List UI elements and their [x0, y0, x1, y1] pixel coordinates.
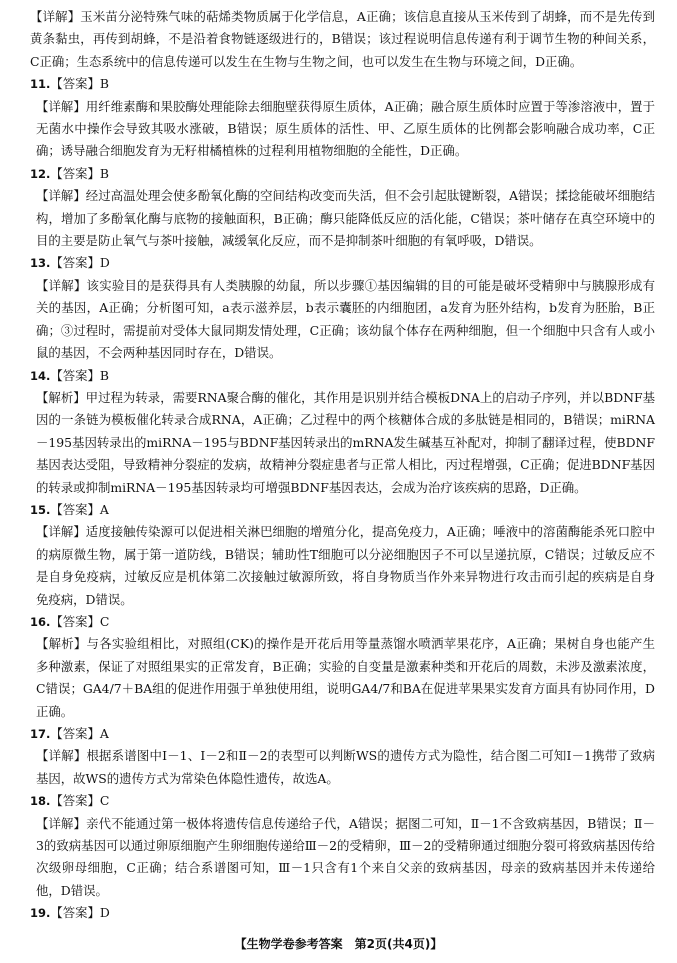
answer-label: 【答案】B: [50, 76, 110, 92]
item-13-answer-line: [30, 252, 655, 274]
item-17-explanation: 【详解】根据系谱图中Ⅰ－1、Ⅰ－2和Ⅱ－2的表型可以判断WS的遗传方式为隐性，结合图二可知Ⅰ－1携带了致病基因，故WS的遗传方式为常染色体隐性遗传，故选A。: [36, 748, 655, 786]
item-17-answer-line: [30, 723, 655, 745]
item-15-answer-line: [30, 499, 655, 521]
item-18-answer-line: [30, 790, 655, 812]
question-number: 16.: [30, 614, 51, 629]
item-14-answer-line: [30, 365, 655, 387]
answer-label: 【答案】D: [50, 905, 110, 921]
question-number: 17.: [30, 727, 51, 741]
item-10-explanation: 【详解】玉米苗分泌特殊气味的萜烯类物质属于化学信息，A正确；该信息直接从玉米传到了胡蜂，而不是先传到黄条黏虫，再传到胡蜂，不是沿着食物链逐级进行的，B错误；该过程说明信息传递有利于调节生物的种间关系，C正确；生态系统中的信息传递可以发生在生物与生物之间，也可以发生在生物与环境之间，D正确。: [30, 9, 655, 69]
answer-label: 【答案】C: [50, 613, 110, 629]
question-number: 15.: [30, 502, 51, 517]
item-13-explanation: 【详解】该实验目的是获得具有人类胰腺的幼鼠，所以步骤①基因编辑的目的可能是破坏受精卵中与胰腺形成有关的基因，A正确；分析图可知，a表示滋养层，b表示囊胚的内细胞团，a发育为胚外结构，b发育为胚胎，B正确；③过程时，需提前对受体大鼠同期发情处理，C正确；该幼鼠个体存在两种细胞，但一个细胞中只含有人或小鼠的基因，不会两种基因同时存在，D错误。: [36, 277, 655, 361]
item-12-explanation: 【详解】经过高温处理会使多酚氧化酶的空间结构改变而失活，但不会引起肽键断裂，A错误；揉捻能破坏细胞结构，增加了多酚氧化酶与底物的接触面积，B正确；酶只能降低反应的活化能，C错误；茶叶储存在真空环境中的目的主要是防止氧气与茶叶接触，减缓氧化反应，而不是抑制茶叶细胞的有氧呼吸，D错误。: [36, 188, 655, 249]
item-12-answer-line: [30, 163, 655, 185]
item-18-explanation: 【详解】亲代不能通过第一极体将遗传信息传递给子代，A错误；据图二可知，Ⅱ－1不含致病基因，B错误；Ⅱ－3的致病基因可以通过卵原细胞产生卵细胞传递给Ⅲ－2的受精卵，Ⅲ－2的受精卵通过细胞分裂可将致病基因传给次级卵母细胞，C正确；结合系谱图可知，Ⅲ－1只含有1个来自父亲的致病基因，母亲的致病基因并未传递给他，D错误。: [36, 815, 655, 898]
item-11-explanation: 【详解】用纤维素酶和果胶酶处理能除去细胞壁获得原生质体，A正确；融合原生质体时应置于等渗溶液中，置于无菌水中操作会导致其吸水涨破，B错误；原生质体的活性、甲、乙原生质体的比例都会影响融合成功率，C正确；诱导融合细胞发育为无籽柑橘植株的过程利用植物细胞的全能性，D正确。: [36, 98, 655, 159]
answer-label: 【答案】D: [50, 255, 110, 271]
answer-label: 【答案】C: [50, 793, 110, 809]
page-footer: 【生物学卷参考答案 第2页(共4页)】: [234, 937, 443, 951]
answer-label: 【答案】A: [50, 726, 109, 741]
question-number: 14.: [30, 368, 51, 383]
question-number: 18.: [30, 794, 51, 809]
answer-label: 【答案】B: [50, 367, 110, 383]
answer-key-page: [30, 6, 655, 925]
item-15-explanation: 【详解】适度接触传染源可以促进相关淋巴细胞的增殖分化，提高免疫力，A正确；唾液中的溶菌酶能杀死口腔中的病原微生物，属于第一道防线，B错误；辅助性T细胞可以分泌细胞因子不可以呈递抗原，C错误；过敏反应不是自身免疫病，过敏反应是机体第二次接触过敏源所致，将自身物质当作外来异物进行攻击而引起的疾病是自身免疫病，D错误。: [36, 524, 655, 607]
question-number: 12.: [30, 166, 51, 181]
item-11-answer-line: [30, 73, 655, 95]
item-16-answer-line: [30, 611, 655, 633]
question-number: 13.: [30, 256, 51, 271]
question-number: 11.: [30, 77, 51, 92]
answer-label: 【答案】A: [50, 501, 109, 517]
item-16-explanation: 【解析】与各实验组相比，对照组(CK)的操作是开花后用等量蒸馏水喷洒苹果花序，A正确；果树自身也能产生多种激素，保证了对照组果实的正常发育，B正确；实验的自变量是激素种类和开花后的周数，未涉及激素浓度，C错误；GA4/7＋BA组的促进作用强于单独使用组，说明GA4/7和BA在促进苹果果实发育方面具有协同作用，D正确。: [36, 636, 655, 719]
item-19-answer-line: [30, 902, 655, 924]
answer-label: 【答案】B: [50, 165, 110, 181]
question-number: 19.: [30, 906, 51, 921]
item-14-explanation: 【解析】甲过程为转录，需要RNA聚合酶的催化，其作用是识别并结合模板DNA上的启动子序列，并以BDNF基因的一条链为模板催化转录合成RNA，A正确；乙过程中的两个核糖体合成的多肽链是相同的，B错误；miRNA－195基因转录出的miRNA－195与BDNF基因转录出的mRNA发生碱基互补配对，抑制了翻译过程，使BDNF基因表达受阻，导致精神分裂症的发病，故精神分裂症患者与正常人相比，丙过程增强，C正确；促进BDNF基因的转录或抑制miRNA－195基因转录均可增强BDNF基因表达，会成为治疗该疾病的思路，D正确。: [36, 389, 655, 495]
